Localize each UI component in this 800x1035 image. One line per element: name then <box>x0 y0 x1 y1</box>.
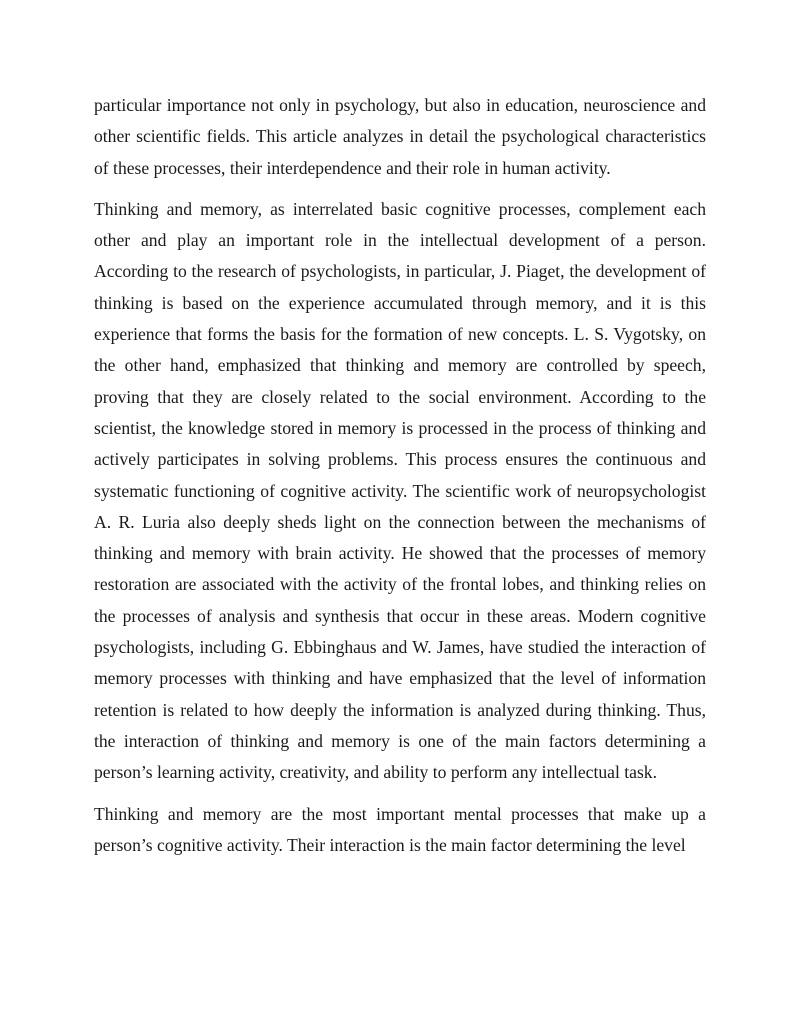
paragraph-thinking-memory-research: Thinking and memory, as interrelated basic cognitive processes, complement each other and play an important role in the intellectual development of a person. According to the research of psychologists, in particular, J. Piaget, the development of thinking is based on the experience accumulated through memory, and it is this experience that forms the basis for the formation of new concepts. L. S. Vygotsky, on the other hand, emphasized that thinking and memory are controlled by speech, proving that they are closely related to the social environment. According to the scientist, the knowledge stored in memory is processed in the process of thinking and actively participates in solving problems. This process ensures the continuous and systematic functioning of cognitive activity. The scientific work of neuropsychologist A. R. Luria also deeply sheds light on the connection between the mechanisms of thinking and memory with brain activity. He showed that the processes of memory restoration are associated with the activity of the frontal lobes, and thinking relies on the processes of analysis and synthesis that occur in these areas. Modern cognitive psychologists, including G. Ebbinghaus and W. James, have studied the interaction of memory processes with thinking and have emphasized that the level of information retention is related to how deeply the information is analyzed during thinking. Thus, the interaction of thinking and memory is one of the main factors determining a person’s learning activity, creativity, and ability to perform any intellectual task. <box>94 198 706 783</box>
document-body <box>94 90 706 861</box>
paragraph-cognitive-activity: Thinking and memory are the most important mental processes that make up a person’s cognitive activity. Their interaction is the main factor determining the level <box>94 803 706 855</box>
paragraph-intro-continuation: particular importance not only in psychology, but also in education, neuroscience and other scientific fields. This article analyzes in detail the psychological characteristics of these processes, their interdependence and their role in human activity. <box>94 95 706 178</box>
